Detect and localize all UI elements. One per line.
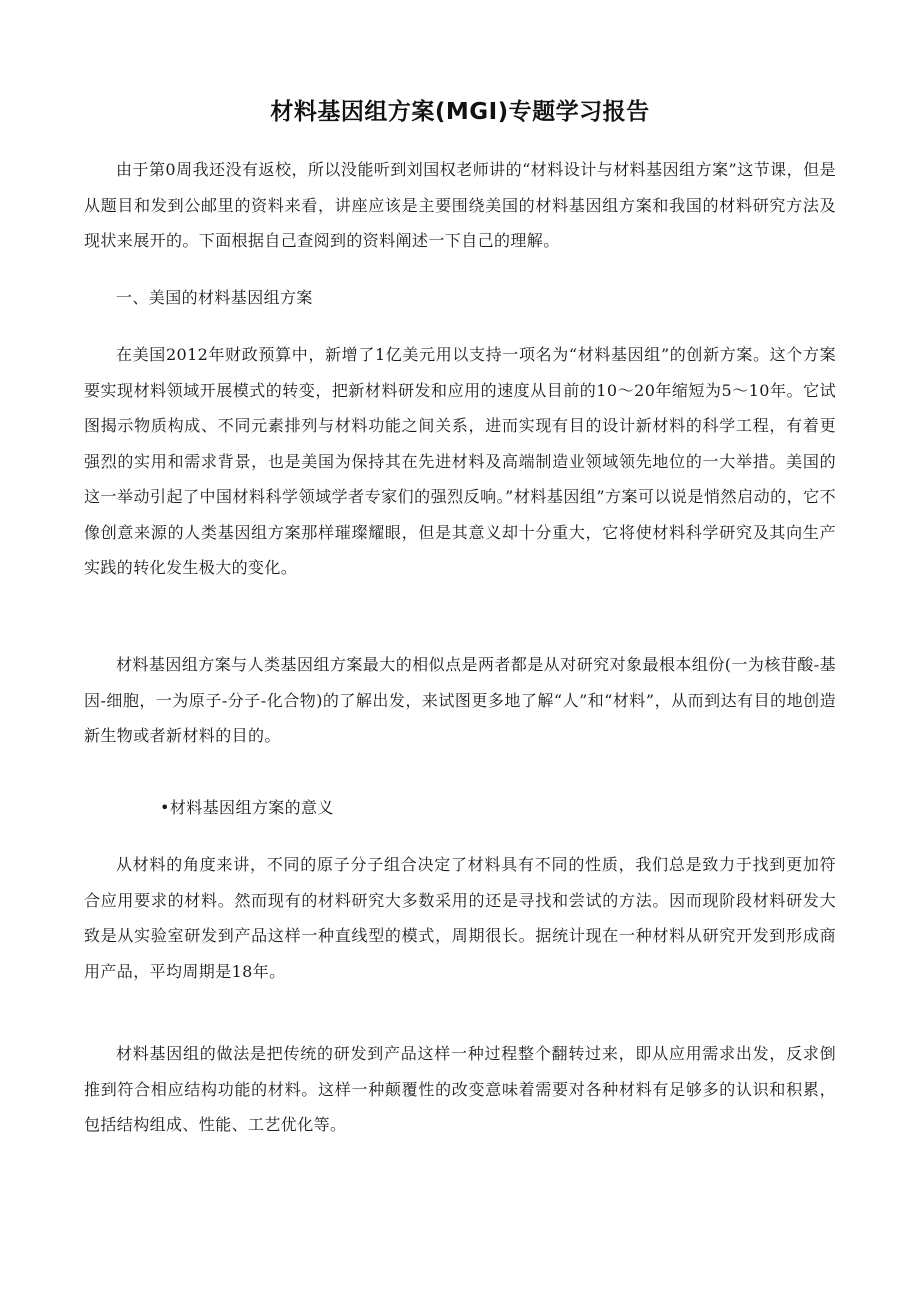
document-title: 材料基因组方案(MGI)专题学习报告	[270, 99, 650, 125]
paragraph-approach: 材料基因组的做法是把传统的研发到产品这样一种过程整个翻转过来，即从应用需求出发，反求倒推到符合相应结构功能的材料。这样一种颠覆性的改变意味着需要对各种材料有足够多的认识和积累，包括结构组成、性能、工艺优化等。	[84, 1044, 836, 1134]
section-heading-significance: •材料基因组方案的意义	[160, 798, 334, 817]
paragraph-us-plan: 在美国2012年财政预算中，新增了1亿美元用以支持一项名为“材料基因组”的创新方案。这个方案要实现材料领域开展模式的转变，把新材料研发和应用的速度从目前的10～20年缩短为5～10年。它试图揭示物质构成、不同元素排列与材料功能之间关系，进而实现有目的设计新材料的科学工程，有着更强烈的实用和需求背景，也是美国为保持其在先进材料及高端制造业领域领先地位的一大举措。美国的这一举动引起了中国材料科学领域学者专家们的强烈反响。”材料基因组”方案可以说是悄然启动的，它不像创意来源的人类基因组方案那样璀璨耀眼，但是其意义却十分重大，它将使材料科学研究及其向生产实践的转化发生极大的变化。	[84, 345, 836, 577]
paragraph-significance: 从材料的角度来讲，不同的原子分子组合决定了材料具有不同的性质，我们总是致力于找到更加符合应用要求的材料。然而现有的材料研究大多数采用的还是寻找和尝试的方法。因而现阶段材料研发大致是从实验室研发到产品这样一种直线型的模式，周期很长。据统计现在一种材料从研究开发到形成商用产品，平均周期是18年。	[84, 855, 836, 981]
paragraph-intro: 由于第0周我还没有返校，所以没能听到刘国权老师讲的“材料设计与材料基因组方案”这节课，但是从题目和发到公邮里的资料来看，讲座应该是主要围绕美国的材料基因组方案和我国的材料研究方法及现状来展开的。下面根据自己查阅到的资料阐述一下自己的理解。	[84, 160, 836, 250]
section-heading-us-plan: 一、美国的材料基因组方案	[116, 288, 313, 307]
paragraph-comparison: 材料基因组方案与人类基因组方案最大的相似点是两者都是从对研究对象最根本组份(一为核苷酸-基因-细胞，一为原子-分子-化合物)的了解出发，来试图更多地了解“人”和“材料”，从而到达有目的地创造新生物或者新材料的目的。	[84, 655, 836, 745]
